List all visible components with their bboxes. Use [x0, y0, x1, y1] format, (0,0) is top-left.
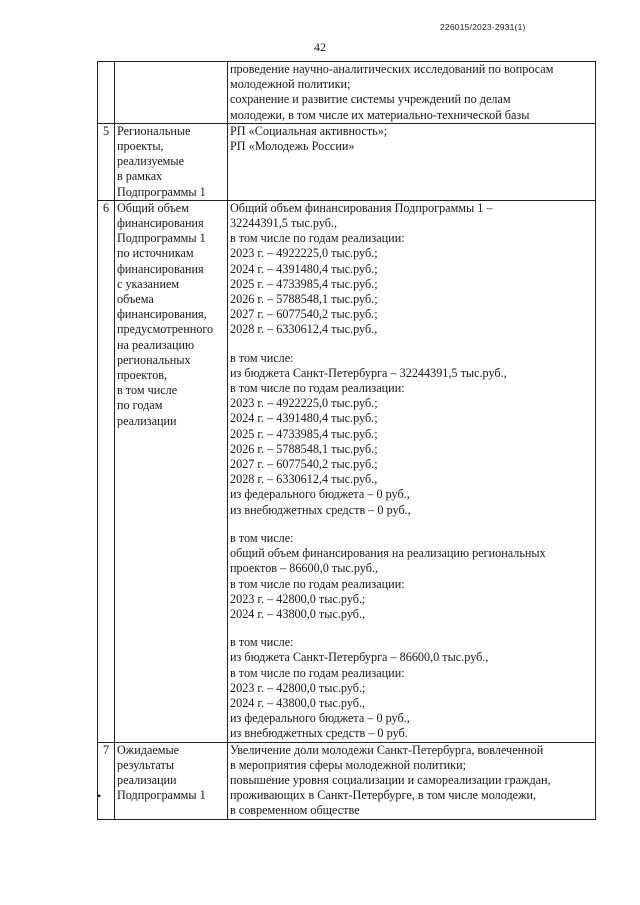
content-line: в современном обществе	[230, 803, 360, 818]
content-line: 2023 г. – 4922225,0 тыс.руб.;	[230, 396, 378, 411]
blank-line	[230, 622, 593, 635]
row-title-line: в том числе	[117, 383, 178, 398]
row-title-line: Общий объем	[117, 200, 189, 215]
content-line: 2025 г. – 4733985,4 тыс.руб.;	[230, 426, 378, 441]
content-line: из бюджета Санкт-Петербурга – 86600,0 тыс.руб.,	[230, 650, 489, 665]
content-line: из федерального бюджета – 0 руб.,	[230, 487, 410, 502]
row-title	[115, 123, 228, 200]
content-line: проживающих в Санкт-Петербурге, в том числе молодежи,	[230, 788, 537, 803]
content-line: в том числе:	[230, 350, 294, 365]
row-title-line: Подпрограммы 1	[117, 184, 206, 199]
row-number: 7	[98, 742, 115, 819]
table-row	[98, 742, 596, 819]
row-title-line: финансирования	[117, 216, 204, 231]
row-title-line: финансирования,	[117, 307, 207, 322]
content-line: 2025 г. – 4733985,4 тыс.руб.;	[230, 276, 378, 291]
content-line: в том числе:	[230, 530, 294, 545]
content-line: молодежной политики;	[230, 77, 351, 92]
row-title-line: Региональные	[117, 123, 191, 138]
content-line: 2028 г. – 6330612,4 тыс.руб.,	[230, 472, 378, 487]
row-title-line: реализации	[117, 413, 177, 428]
row-number	[98, 62, 115, 124]
table-row	[98, 123, 596, 200]
stray-mark: •	[97, 789, 102, 803]
blank-line	[230, 518, 593, 531]
row-title-line: реализации	[117, 772, 177, 787]
row-content	[228, 200, 596, 742]
subprogram-passport-table	[97, 61, 596, 820]
row-title-line: результаты	[117, 757, 175, 772]
content-line: 2024 г. – 43800,0 тыс.руб.,	[230, 695, 366, 710]
content-line: 32244391,5 тыс.руб.,	[230, 216, 338, 231]
row-title-line: объема	[117, 292, 154, 307]
row-title-line: на реализацию	[117, 337, 195, 352]
content-line: проектов – 86600,0 тыс.руб.,	[230, 561, 379, 576]
content-line: в том числе по годам реализации:	[230, 576, 405, 591]
content-line: 2026 г. – 5788548,1 тыс.руб.;	[230, 292, 378, 307]
row-title	[115, 742, 228, 819]
row-title-line: Подпрограммы 1	[117, 788, 206, 803]
content-line: в том числе по годам реализации:	[230, 381, 405, 396]
content-line: РП «Молодежь России»	[230, 139, 355, 154]
content-line: 2024 г. – 43800,0 тыс.руб.,	[230, 606, 366, 621]
table-body	[98, 62, 596, 820]
content-line: повышение уровня социализации и самореализации граждан,	[230, 772, 551, 787]
content-line: 2023 г. – 42800,0 тыс.руб.;	[230, 591, 366, 606]
row-content	[228, 123, 596, 200]
content-line: в том числе:	[230, 635, 294, 650]
row-title-line: Ожидаемые	[117, 742, 180, 757]
row-title-line: реализуемые	[117, 154, 184, 169]
content-line: в мероприятия сферы молодежной политики;	[230, 757, 466, 772]
content-line: Увеличение доли молодежи Санкт-Петербурга, вовлеченной	[230, 742, 544, 757]
table-row	[98, 200, 596, 742]
content-line: 2024 г. – 4391480,4 тыс.руб.;	[230, 261, 378, 276]
content-line: проведение научно-аналитических исследований по вопросам	[230, 62, 554, 76]
content-line: в том числе по годам реализации:	[230, 231, 405, 246]
content-line: общий объем финансирования на реализацию региональных	[230, 546, 546, 561]
row-content	[228, 742, 596, 819]
row-title-line: Подпрограммы 1	[117, 231, 206, 246]
content-line: 2023 г. – 4922225,0 тыс.руб.;	[230, 246, 378, 261]
content-line: из внебюджетных средств – 0 руб.,	[230, 502, 411, 517]
content-line: 2027 г. – 6077540,2 тыс.руб.;	[230, 307, 378, 322]
content-line: из внебюджетных средств – 0 руб.	[230, 726, 408, 741]
row-title	[115, 200, 228, 742]
content-line: в том числе по годам реализации:	[230, 665, 405, 680]
table-row	[98, 62, 596, 124]
row-title-line: проекты,	[117, 139, 164, 154]
content-line: 2027 г. – 6077540,2 тыс.руб.;	[230, 457, 378, 472]
blank-line	[230, 338, 593, 351]
content-line: 2023 г. – 42800,0 тыс.руб.;	[230, 680, 366, 695]
page-number: 42	[314, 40, 326, 54]
content-line: молодежи, в том числе их материально-технической базы	[230, 107, 530, 122]
row-title-line: региональных	[117, 352, 191, 367]
row-content	[228, 62, 596, 124]
content-line: 2024 г. – 4391480,4 тыс.руб.;	[230, 411, 378, 426]
row-title-line: предусмотренного	[117, 322, 214, 337]
row-title-line: проектов,	[117, 368, 168, 383]
row-number: 6	[98, 200, 115, 742]
content-line: 2028 г. – 6330612,4 тыс.руб.,	[230, 322, 378, 337]
row-title-line: с указанием	[117, 276, 180, 291]
row-title-line: финансирования	[117, 261, 204, 276]
row-title	[115, 62, 228, 124]
row-number: 5	[98, 123, 115, 200]
content-line: из бюджета Санкт-Петербурга – 32244391,5 тыс.руб.,	[230, 365, 507, 380]
content-line: из федерального бюджета – 0 руб.,	[230, 711, 410, 726]
content-line: Общий объем финансирования Подпрограммы 1 –	[230, 200, 493, 215]
content-line: сохранение и развитие системы учреждений по делам	[230, 92, 511, 107]
content-line: РП «Социальная активность»;	[230, 123, 388, 138]
content-line: 2026 г. – 5788548,1 тыс.руб.;	[230, 441, 378, 456]
row-title-line: по источникам	[117, 246, 194, 261]
row-title-line: в рамках	[117, 169, 163, 184]
row-title-line: по годам	[117, 398, 163, 413]
document-id: 226015/2023-2931(1)	[440, 22, 526, 32]
